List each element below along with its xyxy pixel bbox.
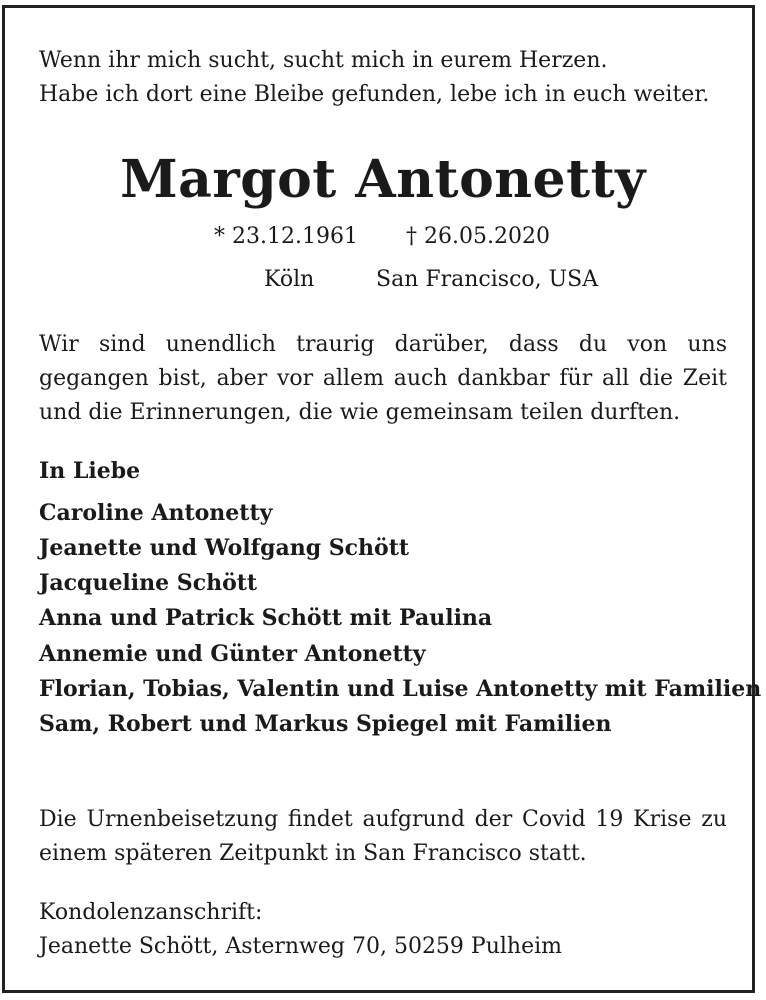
message-line-3: und die Erinnerungen, die wie gemeinsam teilen durften. bbox=[39, 400, 681, 425]
mourner-name: Caroline Antonetty bbox=[39, 500, 273, 526]
mourner-name: Jeanette und Wolfgang Schött bbox=[39, 535, 410, 561]
message-paragraph bbox=[39, 328, 727, 430]
mourner-name: Anna und Patrick Schött mit Paulina bbox=[39, 605, 493, 631]
message-line-2: gegangen bist, aber vor allem auch dankbar für all die Zeit bbox=[39, 366, 727, 391]
condolence-label: Kondolenzanschrift: bbox=[39, 900, 263, 925]
mourner-name: Annemie und Günter Antonetty bbox=[39, 641, 426, 667]
death-place: San Francisco, USA bbox=[376, 267, 599, 292]
burial-notice bbox=[39, 803, 727, 871]
message-line-1: Wir sind unendlich traurig darüber, dass du von uns bbox=[39, 332, 727, 357]
birth-place: Köln bbox=[264, 267, 315, 292]
verse-line-1: Wenn ihr mich sucht, sucht mich in eurem Herzen. bbox=[39, 48, 608, 73]
verse-line-2: Habe ich dort eine Bleibe gefunden, lebe ich in euch weiter. bbox=[39, 82, 710, 107]
mourner-name: Jacqueline Schött bbox=[39, 570, 258, 596]
notice-line-2: einem späteren Zeitpunkt in San Francisco statt. bbox=[39, 841, 587, 866]
death-date: † 26.05.2020 bbox=[406, 224, 550, 249]
mourner-name: Florian, Tobias, Valentin und Luise Antonetty mit Familien bbox=[39, 676, 762, 702]
mourners-heading: In Liebe bbox=[39, 458, 141, 484]
mourner-name: Sam, Robert und Markus Spiegel mit Familien bbox=[39, 711, 612, 737]
deceased-name: Margot Antonetty bbox=[120, 149, 646, 210]
condolence-address: Jeanette Schött, Asternweg 70, 50259 Pulheim bbox=[39, 934, 563, 959]
notice-line-1: Die Urnenbeisetzung findet aufgrund der Covid 19 Krise zu bbox=[39, 807, 727, 832]
birth-date: * 23.12.1961 bbox=[214, 224, 358, 249]
